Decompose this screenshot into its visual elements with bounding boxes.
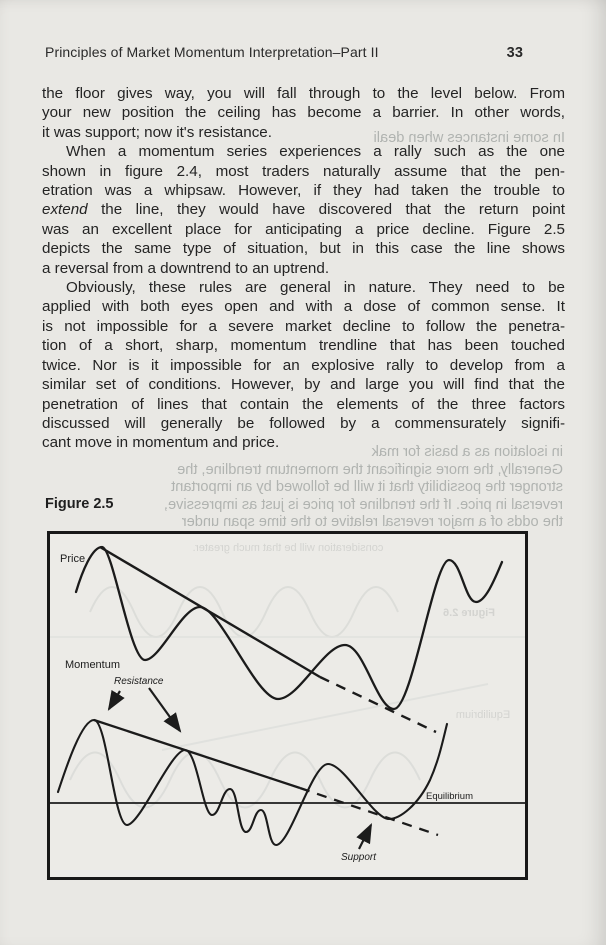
body-line: is not impossible for a severe market decline to follow the penetra- — [42, 317, 565, 335]
ghost-trendline — [162, 684, 488, 750]
body-line: cant move in momentum and price. — [42, 434, 280, 452]
figure-caption: Figure 2.5 — [45, 496, 114, 512]
bleedthrough-line: reversal in price. If the trendline for price is just as impressive, — [163, 496, 563, 513]
bleedthrough-line: stronger the possibility that it will be followed by an important — [171, 479, 563, 495]
body-line-rest: the line, they would have discovered that the return point — [87, 201, 565, 219]
body-line: When a momentum series experiences a rally such as the one — [66, 143, 565, 161]
body-line: shown in figure 2.4, most traders naturally assume that the pen- — [42, 162, 565, 180]
page-header — [45, 44, 523, 61]
momentum-curve — [58, 720, 447, 845]
ghost-figure-label: Figure 2.6 — [443, 607, 495, 619]
support-arrow — [359, 825, 371, 849]
ghost-text: consideration will be that much greater. — [192, 542, 384, 554]
body-line: twice. Nor is it impossible for an explosive rally to develop from a — [42, 356, 565, 374]
figure-chart — [50, 534, 525, 877]
resistance-label: Resistance — [114, 676, 164, 687]
resistance-arrow-right — [149, 688, 180, 731]
body-line — [42, 200, 565, 219]
ghost-wave — [70, 753, 420, 808]
momentum-label: Momentum — [65, 659, 121, 671]
bleedthrough-line: Generally, the more significant the momentum trendline, the — [177, 461, 563, 478]
figure-2-5 — [47, 531, 528, 880]
running-title: Principles of Market Momentum Interpretation–Part II — [45, 44, 379, 60]
body-line: etration was a whipsaw. However, if they had taken the trouble to — [42, 182, 565, 200]
body-line: it was support; now it's resistance. — [42, 123, 272, 141]
body-line: Obviously, these rules are general in nature. They need to be — [66, 279, 565, 297]
ghost-wave — [90, 587, 398, 637]
body-line: was an excellent place for anticipating a price decline. Figure 2.5 — [42, 220, 565, 238]
bleedthrough-line: In some instances when deali — [373, 130, 565, 146]
resistance-arrow-left — [109, 691, 120, 709]
page-number: 33 — [506, 45, 523, 61]
body-line: discussed will generally be followed by a commensurately signifi- — [42, 414, 565, 432]
bleedthrough-line: in isolation as a basis for mak — [371, 444, 563, 460]
figure-bleedthrough — [50, 542, 525, 808]
body-line: your new position the ceiling has become a barrier. In other words, — [42, 104, 565, 122]
ghost-equilibrium-label: Equilibrium — [455, 709, 511, 721]
support-label: Support — [341, 852, 377, 863]
price-label: Price — [60, 553, 86, 565]
body-text — [42, 84, 565, 453]
price-trendline-dashed — [320, 677, 436, 732]
body-line: tion of a short, sharp, momentum trendline that has been touched — [42, 337, 565, 355]
body-line: penetration of lines that contain the elements of the three factors — [42, 395, 565, 413]
body-line: depicts the same type of situation, but in this case the line shows — [42, 240, 565, 258]
body-line: applied with both eyes open and with a dose of common sense. It — [42, 298, 565, 316]
body-line: the floor gives way, you will fall through to the level below. From — [42, 85, 565, 102]
bleedthrough-block — [42, 444, 563, 532]
italic-word: extend — [42, 201, 88, 219]
body-line: a reversal from a downtrend to an uptrend. — [42, 259, 330, 277]
equilibrium-label: Equilibrium — [426, 791, 473, 802]
bleedthrough-line: the odds of a major reversal relative to the time span under — [181, 514, 563, 530]
momentum-trendline-solid — [94, 720, 300, 788]
body-line: similar set of conditions. However, by and large you will find that the — [42, 376, 565, 394]
